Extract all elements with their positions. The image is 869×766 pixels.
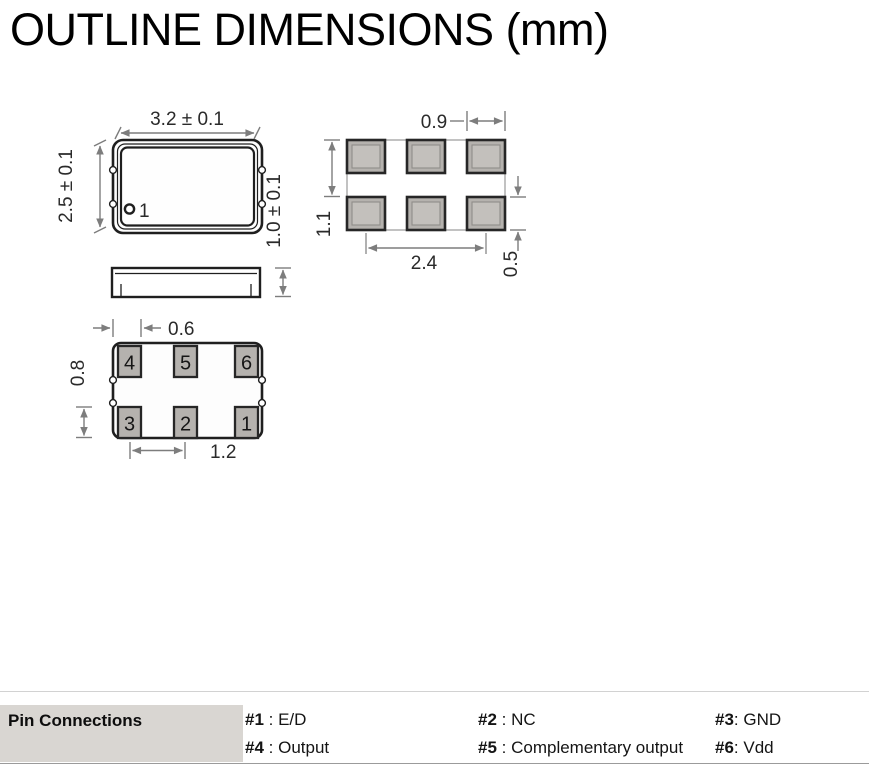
pin-4-connection: #4 : Output — [245, 738, 330, 757]
pad-2 — [174, 407, 197, 438]
pad-6 — [235, 346, 258, 377]
dim-height-label: 2.5 ± 0.1 — [56, 149, 77, 223]
package-outline — [113, 140, 262, 233]
dim-thickness — [264, 174, 291, 296]
dim-bottom-pad-height-label: 0.8 — [68, 359, 89, 387]
dim-pad-pitch — [130, 442, 236, 463]
dim-pad-height-label: 0.5 — [501, 250, 522, 278]
dim-row-pitch-label: 1.1 — [314, 210, 335, 238]
dim-height — [56, 140, 106, 233]
dim-pad-edge-label: 0.6 — [168, 319, 195, 340]
dim-pad-pitch-label: 1.2 — [210, 442, 237, 463]
pin-6-connection: #6: Vdd — [715, 738, 774, 757]
dim-pad-width — [421, 111, 505, 133]
pad-1-number: 1 — [240, 413, 253, 436]
pin-connections-table — [0, 703, 869, 766]
dim-bottom-pad-height — [68, 360, 92, 438]
dim-pad-edge — [93, 319, 194, 340]
pad-4 — [118, 346, 141, 377]
pad-3-number: 3 — [123, 413, 136, 436]
dim-span-label: 2.4 — [410, 253, 438, 274]
pin-3-connection: #3: GND — [715, 710, 782, 729]
pad-2-number: 2 — [179, 413, 192, 436]
bottom-view — [68, 319, 265, 463]
table-bottom-border — [0, 763, 869, 764]
pad-3 — [118, 407, 141, 438]
land-pattern-view — [314, 111, 526, 277]
pin1-label: 1 — [139, 201, 150, 222]
pin1-marker-icon — [125, 204, 134, 213]
top-view — [56, 109, 265, 233]
pin-connections-header-cell — [0, 705, 243, 762]
dim-thickness-label: 1.0 ± 0.1 — [264, 174, 285, 248]
pad-5-number: 5 — [179, 352, 192, 375]
table-top-border — [0, 691, 869, 692]
pin-5-connection: #5 : Complementary output — [478, 738, 684, 757]
page-title: OUTLINE DIMENSIONS (mm) — [10, 4, 609, 55]
pad-6-number: 6 — [240, 352, 253, 375]
side-body — [112, 268, 260, 297]
land-pads — [347, 140, 505, 230]
dim-width-label: 3.2 ± 0.1 — [150, 109, 224, 130]
pin-connections-header-label: Pin Connections — [8, 711, 143, 730]
dim-pad-width-label: 0.9 — [420, 112, 448, 133]
pad-1 — [235, 407, 258, 438]
dim-row-pitch — [314, 140, 340, 237]
pad-5 — [174, 346, 197, 377]
pin-1-connection: #1 : E/D — [245, 710, 307, 729]
dim-span — [366, 233, 486, 274]
pad-4-number: 4 — [123, 352, 136, 375]
dim-width — [115, 109, 260, 139]
pin-2-connection: #2 : NC — [478, 710, 536, 729]
